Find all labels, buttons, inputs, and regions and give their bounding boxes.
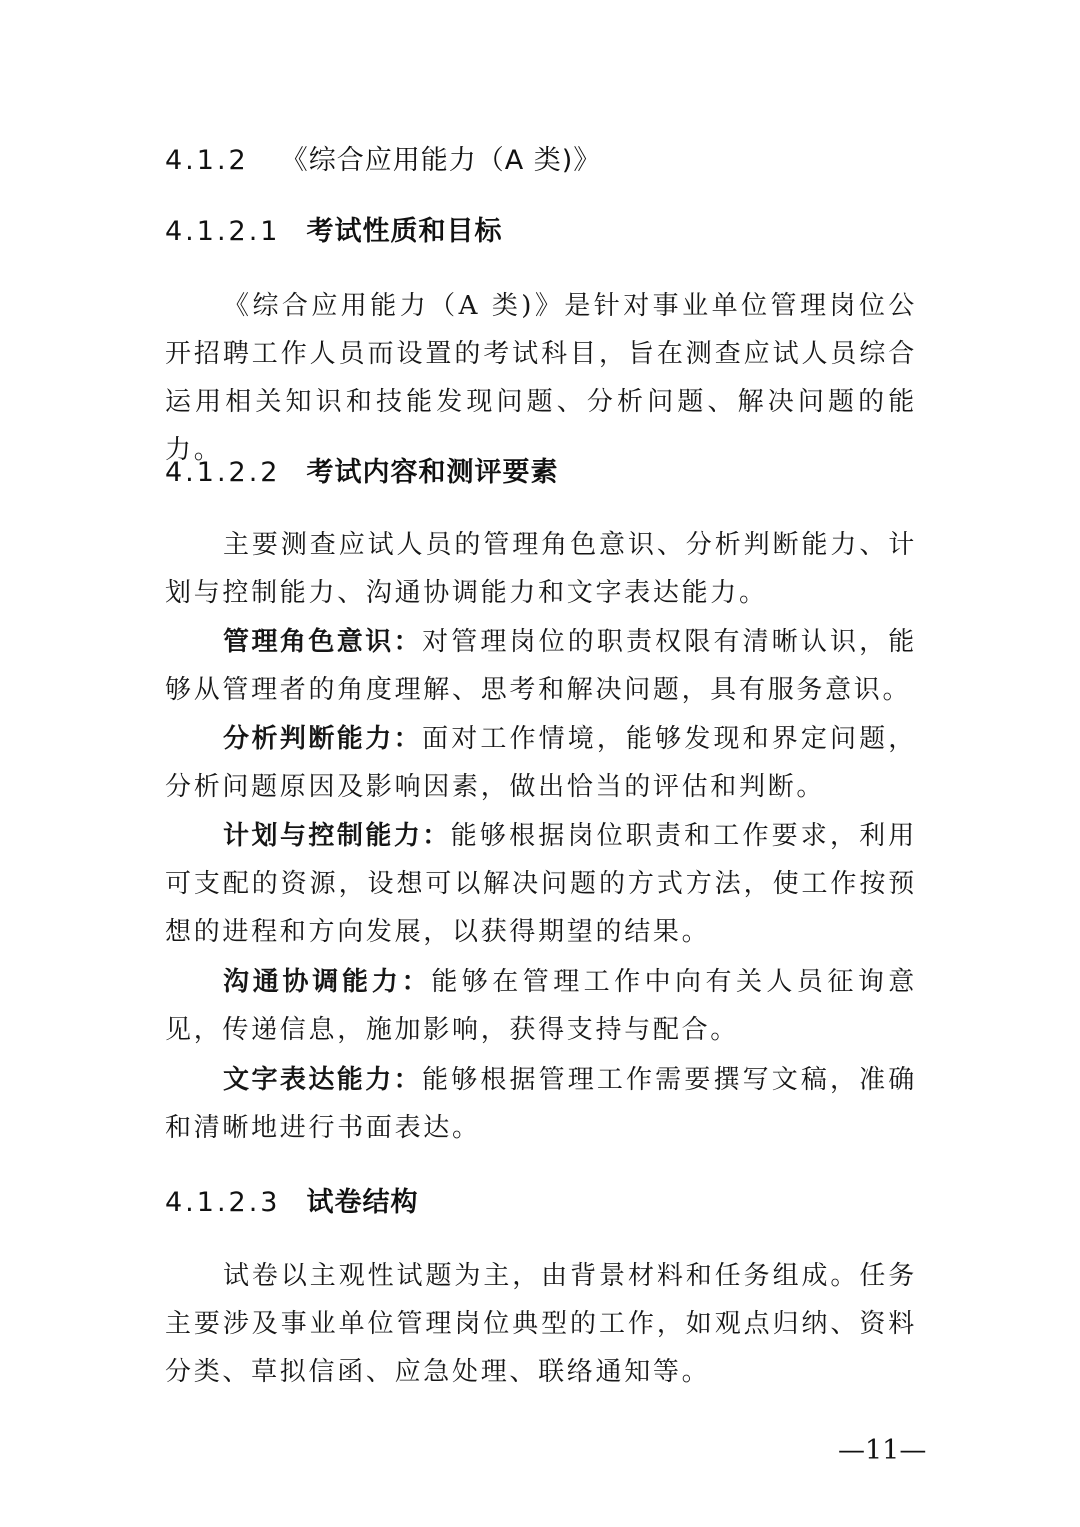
element-description: 能够根据管理工作需要撰写文稿，准确和清晰地进行书面表达。 [165, 1065, 917, 1143]
element-description: 面对工作情境，能够发现和界定问题，分析问题原因及影响因素，做出恰当的评估和判断。 [165, 724, 917, 802]
paragraph-element-role-awareness [165, 618, 917, 714]
page-number: —11— [838, 1435, 927, 1466]
section-title: 考试性质和目标 [306, 216, 503, 247]
element-term: 分析判断能力： [223, 724, 423, 754]
section-heading-4-1-2 [165, 143, 601, 179]
section-heading-4-1-2-2 [165, 455, 558, 491]
paragraph-element-communication [165, 958, 917, 1054]
element-term: 计划与控制能力： [223, 821, 451, 851]
section-heading-4-1-2-1 [165, 214, 502, 250]
element-term: 文字表达能力： [223, 1065, 423, 1095]
paragraph-element-analysis [165, 715, 917, 811]
element-description: 对管理岗位的职责权限有清晰认识，能够从管理者的角度理解、思考和解决问题，具有服务意识。 [165, 627, 917, 705]
paragraph-structure: 试卷以主观性试题为主，由背景材料和任务组成。任务主要涉及事业单位管理岗位典型的工作，如观点归纳、资料分类、草拟信函、应急处理、联络通知等。 [165, 1261, 917, 1387]
section-title: 考试内容和测评要素 [306, 457, 559, 488]
paragraph-content-intro: 主要测查应试人员的管理角色意识、分析判断能力、计划与控制能力、沟通协调能力和文字表达能力。 [165, 530, 917, 608]
paragraph-element-writing [165, 1056, 917, 1152]
element-description: 能够在管理工作中向有关人员征询意见，传递信息，施加影响，获得支持与配合。 [165, 967, 917, 1045]
section-number: 4.1.2.1 [165, 216, 281, 247]
section-title: 《综合应用能力（A 类)》 [280, 145, 602, 176]
section-title: 试卷结构 [306, 1187, 419, 1218]
element-term: 沟通协调能力： [223, 967, 432, 997]
section-number: 4.1.2.3 [165, 1187, 281, 1218]
paragraph-nature: 《综合应用能力（A 类)》是针对事业单位管理岗位公开招聘工作人员而设置的考试科目，旨在测查应试人员综合运用相关知识和技能发现问题、分析问题、解决问题的能力。 [165, 291, 917, 465]
section-number: 4.1.2 [165, 145, 249, 176]
section-number: 4.1.2.2 [165, 457, 281, 488]
element-description: 能够根据岗位职责和工作要求，利用可支配的资源，设想可以解决问题的方式方法，使工作按预想的进程和方向发展，以获得期望的结果。 [165, 821, 917, 947]
section-heading-4-1-2-3 [165, 1185, 418, 1221]
paragraph-element-planning [165, 812, 917, 956]
element-term: 管理角色意识： [223, 627, 423, 657]
